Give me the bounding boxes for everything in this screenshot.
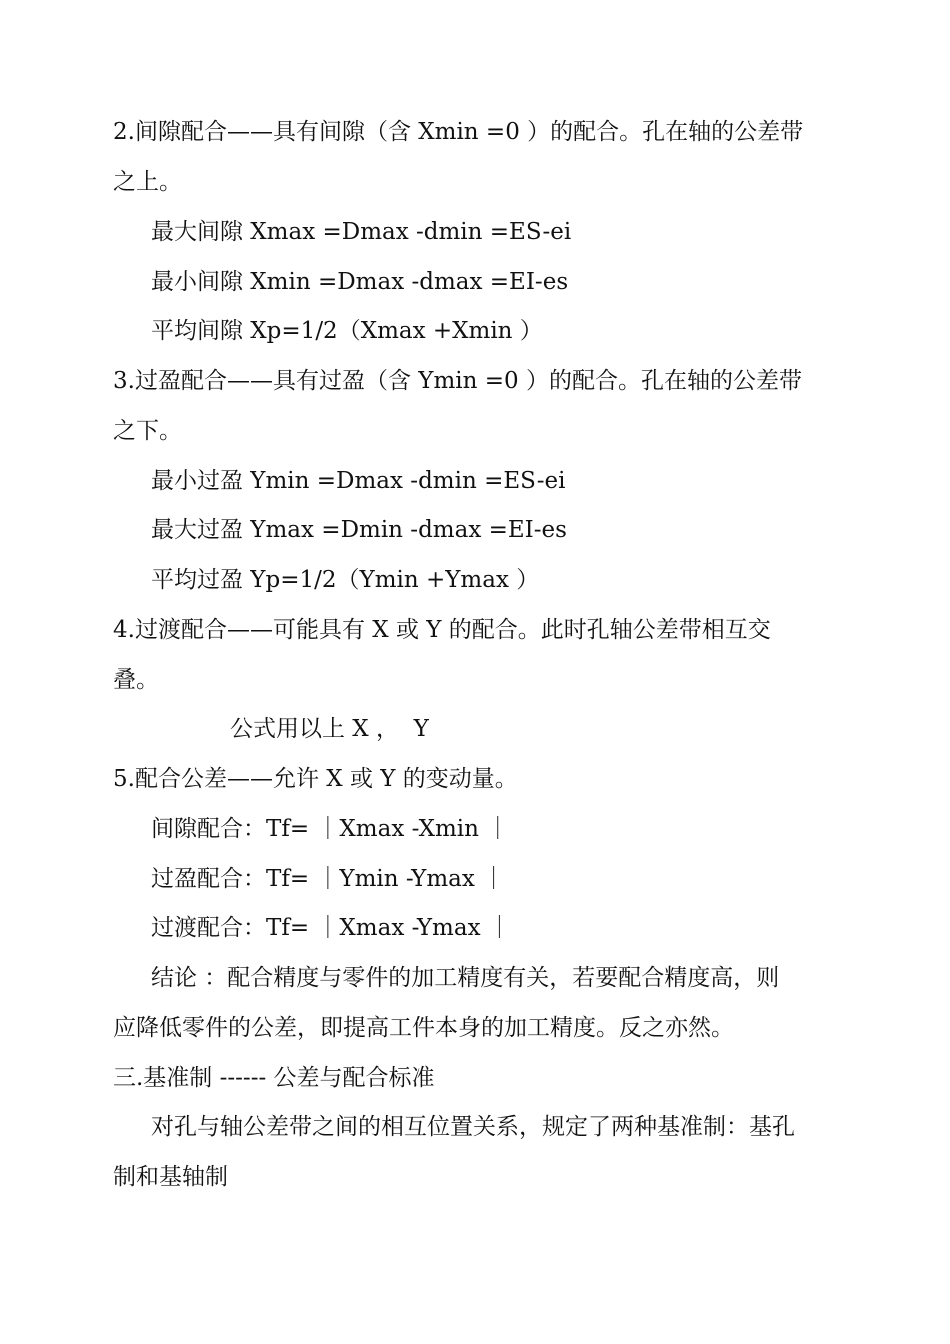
interference-fit-heading-cont: 之下。 [113,418,182,444]
interference-fit-heading: 3.过盈配合——具有过盈（含 Ymin =0 ）的配合。孔在轴的公差带 [113,368,802,394]
clearance-fit-heading-cont: 之上。 [113,169,182,195]
avg-clearance-formula: 平均间隙 Xp=1/2（Xmax +Xmin ） [151,318,543,344]
transition-fit-heading-cont: 叠。 [113,667,159,693]
interference-fit-tolerance: 过盈配合：Tf= ｜Ymin -Ymax ｜ [151,866,506,892]
clearance-fit-tolerance: 间隙配合：Tf= ｜Xmax -Xmin ｜ [151,816,510,842]
min-interference-formula: 最小过盈 Ymin =Dmax -dmin =ES-ei [151,468,566,494]
max-clearance-formula: 最大间隙 Xmax =Dmax -dmin =ES-ei [151,219,572,245]
max-interference-formula: 最大过盈 Ymax =Dmin -dmax =EI-es [151,517,567,543]
transition-fit-heading: 4.过渡配合——可能具有 X 或 Y 的配合。此时孔轴公差带相互交 [113,617,771,643]
clearance-fit-heading: 2.间隙配合——具有间隙（含 Xmin =0 ）的配合。孔在轴的公差带 [113,119,804,145]
min-clearance-formula: 最小间隙 Xmin =Dmax -dmax =EI-es [151,269,569,295]
transition-fit-tolerance: 过渡配合：Tf= ｜Xmax -Ymax ｜ [151,915,511,941]
avg-interference-formula: 平均过盈 Yp=1/2（Ymin +Ymax ） [151,567,540,593]
basis-system-paragraph-cont: 制和基轴制 [113,1164,228,1190]
basis-system-paragraph: 对孔与轴公差带之间的相互位置关系，规定了两种基准制：基孔 [151,1114,795,1140]
basis-system-heading: 三.基准制 ------ 公差与配合标准 [113,1065,435,1091]
conclusion-paragraph: 结论 ：配合精度与零件的加工精度有关，若要配合精度高，则 [151,965,780,991]
transition-fit-formula-note: 公式用以上 X ， Y [230,716,429,742]
fit-tolerance-heading: 5.配合公差——允许 X 或 Y 的变动量。 [113,766,518,792]
conclusion-paragraph-cont: 应降低零件的公差，即提高工件本身的加工精度。反之亦然。 [113,1015,734,1041]
